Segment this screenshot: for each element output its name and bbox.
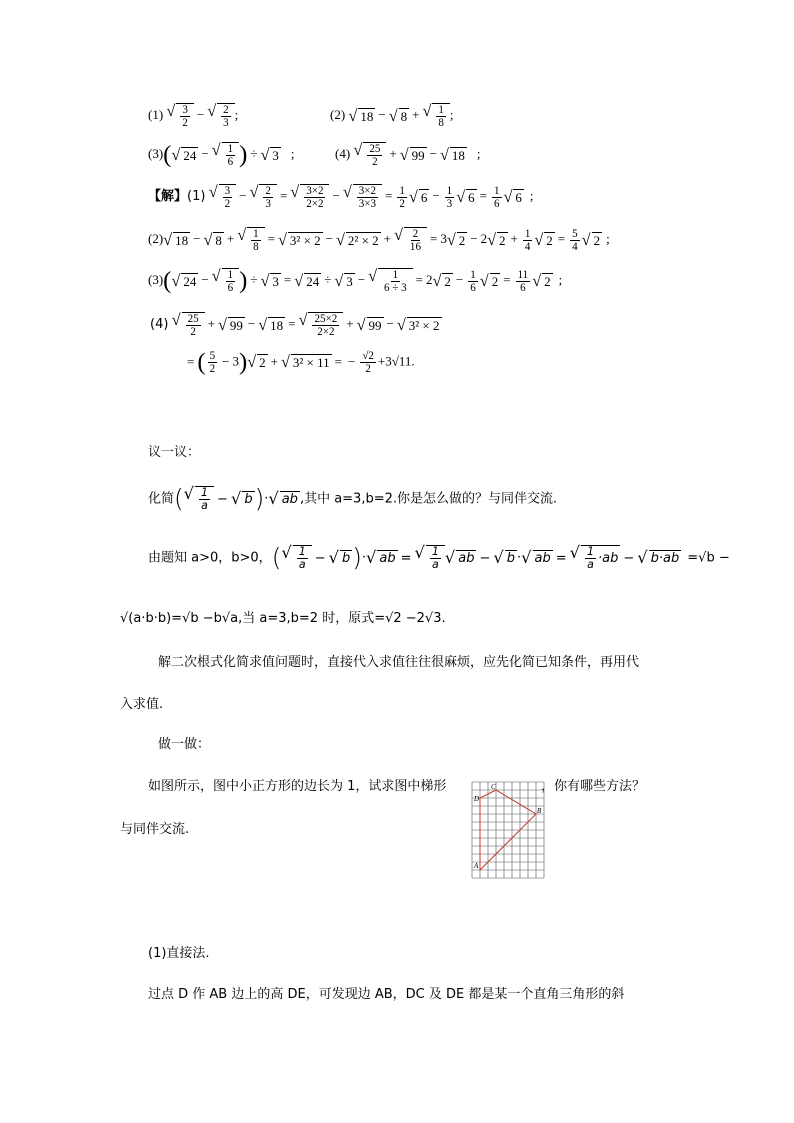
discuss-question: 化简( √ $\frac{1}{a}$ − √ b )· √ ab ,其中 a=3,b=2.你是怎么做的？与同伴交流.: [148, 483, 558, 513]
vertex-label-a: A: [474, 862, 479, 870]
practice-title: 做一做：: [158, 737, 211, 752]
vertex-label-c: C: [491, 783, 496, 791]
problem-2: (2) √ 18 − √ 8 + √ $\frac{1}{8}$ ;: [330, 102, 454, 130]
tip-line-1: 解二次根式化简求值问题时，直接代入求值往往很麻烦，应先化简已知条件，再用代: [158, 655, 640, 670]
practice-question-line-1: 如图所示，图中小正方形的边长为 1，试求图中梯形: [148, 779, 447, 794]
practice-question-tail: ，你有哪些方法？: [541, 779, 646, 794]
solution-1: 【解】(1) √ $\frac{3}{2}$ − √ $\frac{2}{3}$ = √ $\frac{3\times 2}{2\times 2}$ − √ $\frac{3\times 2}{3\times 3}$ = $\frac{1}{2}$ √ 6 − $\frac{1}{3}$ √ 6 = $\frac{1}{6}$ √ 6 ;: [148, 183, 534, 211]
vertex-label-b: B: [537, 807, 542, 815]
tip-line-2: 入求值.: [120, 697, 164, 712]
solution-4-line-2: = ( $\frac{5}{2}$ − 3) √ 2 + √ 3² × 11 = − $\frac{√2}{2}$ +3√11.: [187, 348, 415, 376]
problem-3: (3)( √ 24 − √ $\frac{1}{6}$ ) ÷ √ 3 ;: [148, 140, 295, 169]
trapezoid-grid-figure: [470, 780, 550, 880]
discuss-answer-line-1: 由题知 a>0，b>0，( √ $\frac{1}{a}$ − √ b )· √ ab = √ $\frac{1}{a}$ √ ab − √ b · √ ab = √ $\frac{1}{a}$ ·ab − √ b·ab =√b −: [148, 542, 730, 572]
problem-1: (1) √ $\frac{3}{2}$ − √ $\frac{2}{3}$ ;: [148, 102, 239, 130]
practice-question-line-2: 与同伴交流.: [120, 822, 190, 837]
solution-tag: 【解】: [148, 189, 188, 205]
discuss-answer-line-2: √(a·b·b)=√b −b√a,当 a=3,b=2 时，原式=√2 −2√3.: [120, 611, 446, 626]
solution-3: (3)( √ 24 − √ $\frac{1}{6}$ ) ÷ √ 3 = √ 24 ÷ √ 3 − √ $\frac{1}{6 \div 3}$ = 2 √ 2 − $\frac{1}{6}$ √ 2 = $\frac{11}{6}$ √ 2 ;: [148, 266, 563, 295]
method-title: (1)直接法.: [148, 946, 210, 961]
radical: √ $\frac{3}{2}$: [166, 103, 193, 129]
method-text: 过点 D 作 AB 边上的高 DE，可发现边 AB，DC 及 DE 都是某一个直角三角形的斜: [148, 987, 625, 1002]
solution-2: (2) √ 18 − √ 8 + √ $\frac{1}{8}$ = √ 3² × 2 − √ 2² × 2 + √ $\frac{2}{16}$ = 3 √ 2 − 2 √ 2 + $\frac{1}{4}$ √ 2 = $\frac{5}{4}$ √ 2 ;: [148, 226, 610, 254]
problem-4: (4) √ $\frac{25}{2}$ + √ 99 − √ 18 ;: [335, 141, 481, 169]
vertex-label-d: D: [474, 795, 480, 803]
solution-4-line-1: (4) √ $\frac{25}{2}$ + √ 99 − √ 18 = √ $\frac{25\times 2}{2\times 2}$ + √ 99 − √ 3² × 2: [150, 311, 440, 339]
discuss-title: 议一议：: [148, 445, 201, 460]
radical: √ $\frac{2}{3}$: [207, 103, 234, 129]
